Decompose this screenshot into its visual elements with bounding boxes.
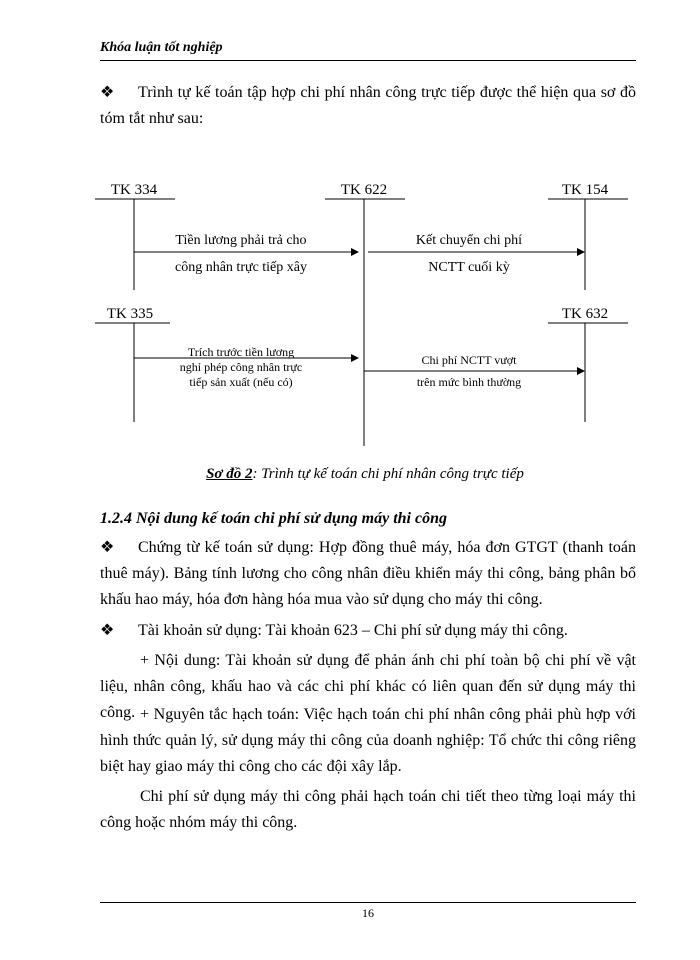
account-tk335-label: TK 335 xyxy=(106,306,154,322)
diamond-bullet-icon: ❖ xyxy=(100,84,115,101)
account-tk154-label: TK 154 xyxy=(561,182,609,198)
paragraph-account xyxy=(100,618,636,644)
wages-label-line1: Tiền lương phải trả cho xyxy=(175,233,307,248)
page-header-title: Khóa luận tốt nghiệp xyxy=(100,40,223,55)
account-tk334-label: TK 334 xyxy=(110,182,158,198)
accrual-label-line2: nghỉ phép công nhân trực xyxy=(179,360,303,374)
paragraph-detail: Chi phí sử dụng máy thi công phải hạch toán chi tiết theo từng loại máy thi công hoặc nhóm máy thi công. xyxy=(100,788,636,831)
caption-text: : Trình tự kế toán chi phí nhân công trực tiếp xyxy=(252,466,524,482)
accounting-flow-diagram xyxy=(0,0,700,460)
section-heading: 1.2.4 Nội dung kế toán chi phí sử dụng máy thi công xyxy=(100,510,447,527)
diagram-caption xyxy=(0,466,700,483)
diamond-bullet-icon: ❖ xyxy=(100,539,115,556)
account-tk632-label: TK 632 xyxy=(561,306,609,322)
transfer-label-line1: Kết chuyển chi phí xyxy=(415,233,523,248)
account-text: Tài khoản sử dụng: Tài khoản 623 – Chi phí sử dụng máy thi công. xyxy=(138,622,568,639)
accrual-label-line3: tiếp sản xuất (nếu có) xyxy=(189,375,293,389)
excess-label-line2: trên mức bình thường xyxy=(416,375,522,389)
documents-text: Chứng từ kế toán sử dụng: Hợp đồng thuê máy, hóa đơn GTGT (thanh toán thuê máy). Bảng tính lương cho công nhân điều khiển máy thi công, bảng phân bổ khấu hao máy, hóa đơn hàng hóa mua vào sử dụng cho máy thi công. xyxy=(100,539,636,608)
diamond-bullet-icon: ❖ xyxy=(100,622,115,639)
paragraph-documents xyxy=(100,535,636,613)
account-tk622-label: TK 622 xyxy=(340,182,388,198)
page-number: 16 xyxy=(362,906,374,920)
excess-label-line1: Chi phí NCTT vượt xyxy=(421,353,517,367)
caption-label: Sơ đồ 2 xyxy=(206,466,253,482)
footer-divider xyxy=(100,902,636,903)
transfer-label-line2: NCTT cuối kỳ xyxy=(428,260,510,275)
paragraph-principle: + Nguyên tắc hạch toán: Việc hạch toán chi phí nhân công phải phù hợp với hình thức quản lý, sử dụng máy thi công của doanh nghiệp: Tổ chức thi công riêng biệt hay giao máy thi công cho các đội xây lắp. xyxy=(100,706,636,775)
intro-text: Trình tự kế toán tập hợp chi phí nhân công trực tiếp được thể hiện qua sơ đồ tóm tắt như sau: xyxy=(100,84,636,127)
accrual-label-line1: Trích trước tiền lương xyxy=(187,345,295,359)
wages-label-line2: công nhân trực tiếp xây xyxy=(175,260,307,275)
paragraph-content: + Nội dung: Tài khoản sử dụng để phản ánh chi phí toàn bộ chi phí về vật liệu, nhân công, khấu hao và các chi phí khác có liên quan đến sử dụng máy thi công. xyxy=(100,652,636,721)
